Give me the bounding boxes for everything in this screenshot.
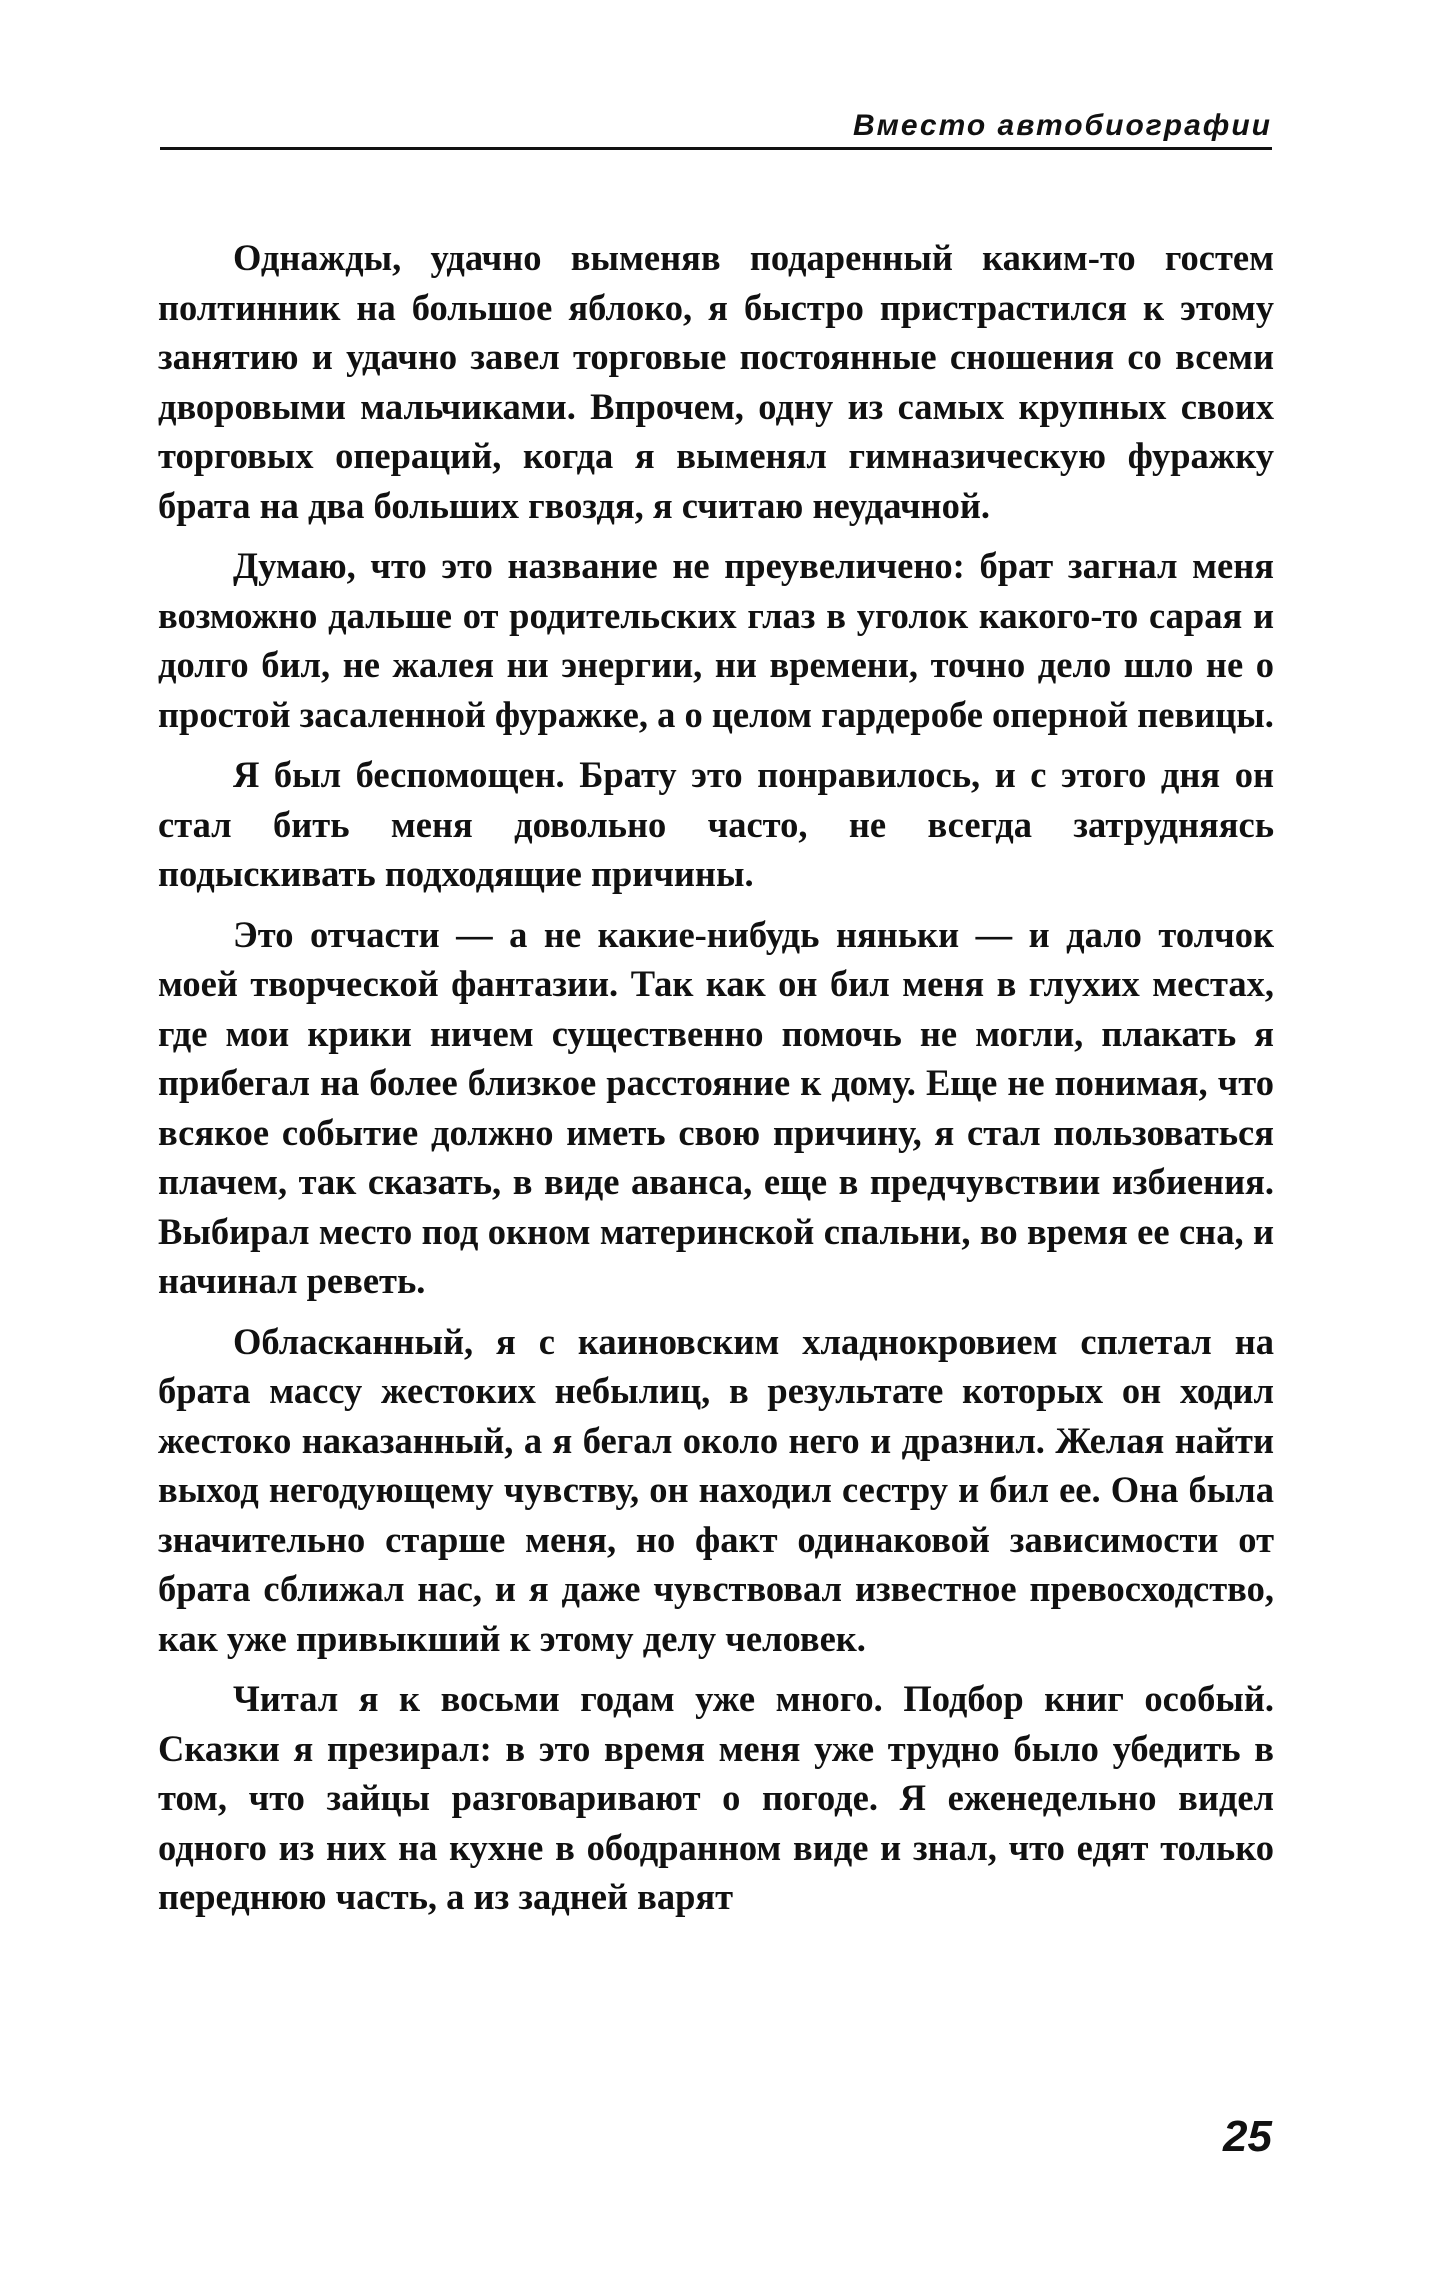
- running-header: Вместо автобиографии: [853, 109, 1272, 142]
- paragraph: Это отчасти — а не какие-нибудь няньки — и дало толчок моей творческой фантазии. Так как он бил меня в глухих местах, где мои крики ничем существенно помочь не могли, плакать я прибегал на более близкое расстояние к дому. Еще не понимая, что всякое событие должно иметь свою причину, я стал пользоваться плачем, так сказать, в виде аванса, еще в предчувствии избиения. Выбирал место под окном материнской спальни, во время ее сна, и начинал реветь.: [158, 913, 1274, 1301]
- paragraph: Обласканный, я с каиновским хладнокровием сплетал на брата массу жестоких небылиц, в результате которых он ходил жестоко наказанный, а я бегал около него и дразнил. Желая найти выход негодующему чувству, он находил сестру и бил ее. Она была значительно старше меня, но факт одинаковой зависимости от брата сближал нас, и я даже чувствовал известное превосходство, как уже привыкший к этому делу человек.: [158, 1320, 1274, 1659]
- paragraph: Я был беспомощен. Брату это понравилось, и с этого дня он стал бить меня довольно часто, не всегда затрудняясь подыскивать подходящие причины.: [158, 754, 1274, 894]
- paragraph: Однажды, удачно выменяв подаренный каким-то гостем полтинник на большое яблоко, я быстро пристрастился к этому занятию и удачно завел торговые постоянные сношения со всеми дворовыми мальчиками. Впрочем, одну из самых крупных своих торговых операций, когда я выменял гимназическую фуражку брата на два больших гвоздя, я считаю неудачной.: [158, 237, 1274, 526]
- paragraph: Читал я к восьми годам уже много. Подбор книг особый. Сказки я презирал: в это время меня уже трудно было убедить в том, что зайцы разговаривают о погоде. Я еженедельно видел одного из них на кухне в ободранном виде и знал, что едят только переднюю часть, а из задней варят: [158, 1678, 1274, 1917]
- paragraph: Думаю, что это название не преувеличено: брат загнал меня возможно дальше от родительских глаз в уголок какого-то сарая и долго бил, не жалея ни энергии, ни времени, точно дело шло не о простой засаленной фуражке, а о целом гардеробе оперной певицы.: [158, 545, 1274, 735]
- page-number: 25: [1223, 2112, 1272, 2161]
- body-text: [158, 233, 1274, 1933]
- header-rule: [160, 147, 1272, 150]
